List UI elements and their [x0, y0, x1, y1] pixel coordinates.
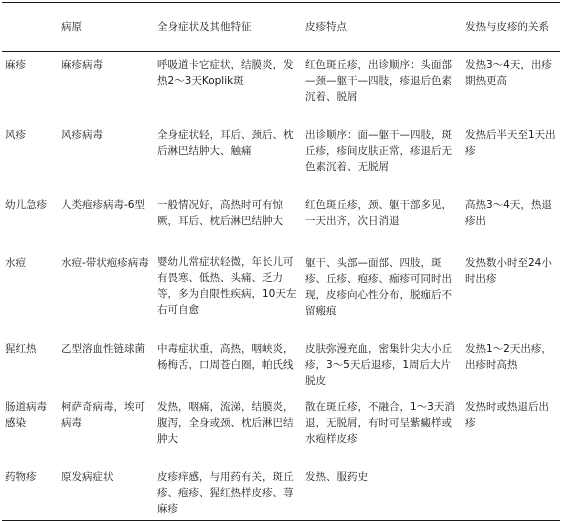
cell-rash: 出诊顺序：面—躯干—四肢，斑丘疹，疹间皮肤正常，疹退后无色素沉着、无脱屑 — [305, 129, 452, 173]
cell-fever-rash: 发热数小时至24小时出疹 — [465, 257, 552, 285]
cell-pathogen: 柯萨奇病毒，埃可病毒 — [61, 401, 145, 429]
header-pathogen: 病原 — [61, 21, 82, 33]
cell-symptoms: 发热，咽痛，流涕，结膜炎，腹泻，全身或颈、枕后淋巴结肿大 — [157, 401, 294, 445]
cell-rash: 红色斑丘疹，颈、躯干部多见，一天出齐，次日消退 — [305, 199, 452, 227]
cell-rash: 皮肤弥漫充血，密集针尖大小丘疹，3～5天后退疹，1周后大片脱皮 — [305, 343, 452, 387]
cell-symptoms: 一般情况好，高热时可有惊厥，耳后、枕后淋巴结肿大 — [157, 199, 283, 227]
table-row — [2, 464, 560, 521]
cell-symptoms: 婴幼儿常症状轻微，年长儿可有畏寒、低热、头痛、乏力等，多为自限性疾病，10天左右可自愈 — [157, 256, 297, 316]
cell-symptoms: 皮疹痒感，与用药有关，斑丘疹、疱疹、猩红热样皮疹、荨麻疹 — [157, 471, 294, 515]
header-disease — [2, 3, 58, 52]
cell-pathogen: 乙型溶血性链球菌 — [61, 343, 145, 355]
table-row — [2, 52, 560, 123]
cell-fever-rash: 发热时或热退后出疹 — [465, 401, 549, 429]
cell-fever-rash: 发热3～4天，出疹期热更高 — [465, 59, 552, 87]
table-row — [2, 336, 560, 394]
cell-disease: 猩红热 — [5, 343, 37, 355]
cell-symptoms: 全身症状轻，耳后、颈后、枕后淋巴结肿大、触痛 — [157, 129, 294, 157]
table-row — [2, 192, 560, 250]
cell-pathogen: 人类疱疹病毒-6型 — [61, 199, 145, 211]
header-rash: 皮疹特点 — [305, 21, 347, 33]
table-row — [2, 122, 560, 192]
cell-pathogen: 原发病症状 — [61, 471, 114, 483]
cell-rash: 红色斑丘疹，出诊顺序：头面部—颈—躯干—四肢，疹退后色素沉着、脱屑 — [305, 59, 452, 103]
header-fever-rash-relation: 发热与皮疹的关系 — [465, 21, 549, 33]
cell-fever-rash: 发热1～2天出疹，出疹时高热 — [465, 343, 552, 371]
cell-disease: 幼儿急疹 — [5, 199, 47, 211]
header-row — [2, 3, 560, 52]
table-row — [2, 394, 560, 464]
table-header — [2, 3, 560, 52]
rash-disease-comparison-table — [2, 2, 560, 521]
cell-pathogen: 风疹病毒 — [61, 129, 103, 141]
cell-disease: 风疹 — [5, 129, 26, 141]
cell-pathogen: 水痘-带状疱疹病毒 — [61, 257, 149, 269]
cell-symptoms: 中毒症状重，高热，咽峡炎，杨梅舌，口周苍白圈，帕氏线 — [157, 343, 294, 371]
cell-disease: 药物疹 — [5, 471, 37, 483]
cell-pathogen: 麻疹病毒 — [61, 59, 103, 71]
cell-fever-rash: 发热后半天至1天出疹 — [465, 129, 556, 157]
cell-rash: 散在斑丘疹，不融合，1～3天消退，无脱屑，有时可呈紫癜样或水疱样皮疹 — [305, 401, 455, 445]
cell-fever-rash: 高热3～4天，热退疹出 — [465, 199, 552, 227]
table-row — [2, 250, 560, 336]
cell-fever-rash — [462, 464, 560, 521]
cell-rash: 躯干、头部—面部、四肢，斑疹、丘疹、疱疹、痂疹可同时出现，皮疹向心性分布，脱痂后不留瘢痕 — [305, 257, 452, 317]
header-symptoms: 全身症状及其他特征 — [157, 21, 252, 33]
cell-symptoms: 呼吸道卡它症状，结膜炎，发热2～3天Koplik斑 — [157, 59, 294, 87]
table-body — [2, 52, 560, 521]
cell-disease: 水痘 — [5, 257, 26, 269]
cell-rash: 发热、服药史 — [305, 471, 368, 483]
cell-disease: 麻疹 — [5, 59, 26, 71]
cell-disease: 肠道病毒感染 — [5, 401, 47, 429]
